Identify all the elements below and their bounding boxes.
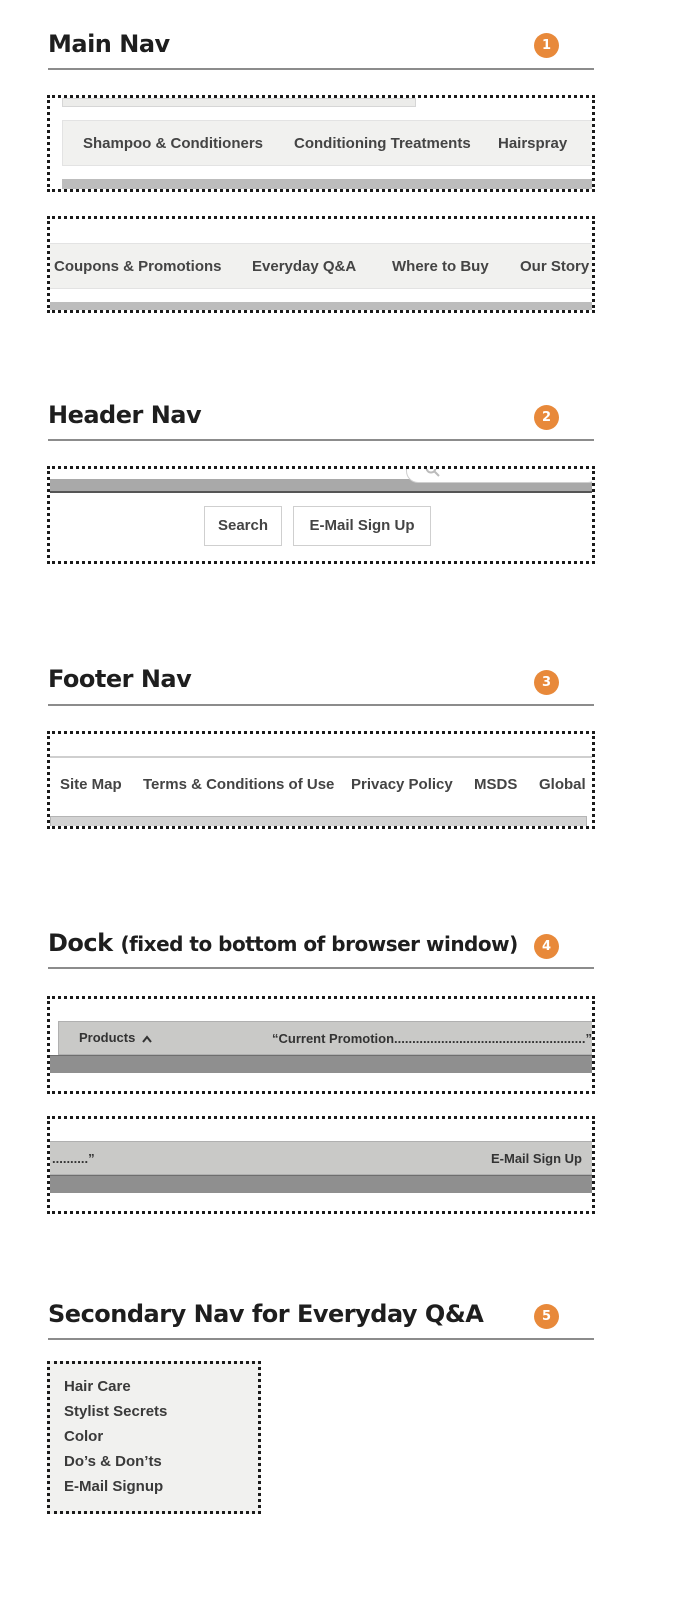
dock-bottom-strip bbox=[50, 1175, 595, 1193]
page-strip bbox=[50, 302, 595, 313]
dock-email-signup[interactable]: E-Mail Sign Up bbox=[491, 1151, 582, 1166]
main-nav-item[interactable]: Our Story bbox=[520, 258, 590, 275]
main-nav-item[interactable]: Everyday Q&A bbox=[252, 258, 357, 275]
section-divider bbox=[48, 1338, 594, 1340]
dock-frame-2 bbox=[47, 1116, 595, 1214]
section-title-footer-nav: Footer Nav bbox=[48, 665, 192, 693]
search-icon bbox=[425, 466, 441, 478]
section-divider bbox=[48, 967, 594, 969]
search-button[interactable]: Search bbox=[204, 506, 282, 546]
main-nav-item[interactable]: Conditioning Treatments bbox=[294, 135, 471, 152]
top-bar-fragment bbox=[62, 98, 416, 107]
dock-products-label: Products bbox=[79, 1030, 136, 1045]
dock-frame-1 bbox=[47, 996, 595, 1094]
footer-link[interactable]: Global bbox=[539, 776, 586, 793]
dock-title: Dock bbox=[48, 929, 113, 957]
search-box-fragment[interactable] bbox=[406, 466, 595, 483]
secondary-nav-frame bbox=[47, 1361, 261, 1514]
main-nav-frame-1 bbox=[47, 95, 595, 192]
footer-link[interactable]: MSDS bbox=[474, 776, 518, 793]
section-number-badge: 3 bbox=[534, 670, 559, 695]
page-strip bbox=[62, 179, 595, 192]
dock-products-toggle[interactable] bbox=[79, 1030, 152, 1045]
chevron-up-icon bbox=[142, 1035, 152, 1043]
footer-link[interactable]: Terms & Conditions of Use bbox=[143, 776, 335, 793]
main-nav-item[interactable]: Shampoo & Conditioners bbox=[83, 135, 263, 152]
section-divider bbox=[48, 68, 594, 70]
section-title-main-nav: Main Nav bbox=[48, 30, 170, 58]
dock-title-note: (fixed to bottom of browser window) bbox=[120, 932, 518, 956]
dock-promotion-tail[interactable]: ..........” bbox=[52, 1151, 95, 1166]
header-strip-edge bbox=[50, 491, 595, 493]
section-divider bbox=[48, 704, 594, 706]
footer-strip bbox=[50, 816, 587, 829]
secondary-nav-item[interactable]: Color bbox=[64, 1428, 104, 1445]
main-nav-item[interactable]: Hairspray bbox=[498, 135, 568, 152]
footer-top-line bbox=[50, 756, 595, 758]
section-number-badge: 4 bbox=[534, 934, 559, 959]
secondary-nav-item[interactable]: E-Mail Signup bbox=[64, 1478, 164, 1495]
main-nav-item[interactable]: Coupons & Promotions bbox=[54, 258, 222, 275]
email-signup-button[interactable]: E-Mail Sign Up bbox=[293, 506, 431, 546]
section-divider bbox=[48, 439, 594, 441]
header-nav-frame bbox=[47, 466, 595, 564]
section-title-header-nav: Header Nav bbox=[48, 401, 202, 429]
secondary-nav-item[interactable]: Stylist Secrets bbox=[64, 1403, 168, 1420]
footer-link[interactable]: Privacy Policy bbox=[351, 776, 453, 793]
main-nav-frame-2 bbox=[47, 216, 595, 313]
main-nav-item[interactable]: Where to Buy bbox=[392, 258, 489, 275]
section-number-badge: 2 bbox=[534, 405, 559, 430]
secondary-nav-item[interactable]: Hair Care bbox=[64, 1378, 131, 1395]
section-number-badge: 5 bbox=[534, 1304, 559, 1329]
dock-bottom-strip bbox=[50, 1055, 595, 1073]
section-title-secondary-nav: Secondary Nav for Everyday Q&A bbox=[48, 1300, 484, 1328]
footer-link[interactable]: Site Map bbox=[60, 776, 122, 793]
secondary-nav-item[interactable]: Do’s & Don’ts bbox=[64, 1453, 162, 1470]
section-number-badge: 1 bbox=[534, 33, 559, 58]
dock-promotion-text[interactable]: “Current Promotion.....................................................” bbox=[272, 1031, 592, 1046]
footer-nav-frame bbox=[47, 731, 595, 829]
section-title-dock bbox=[48, 929, 518, 957]
